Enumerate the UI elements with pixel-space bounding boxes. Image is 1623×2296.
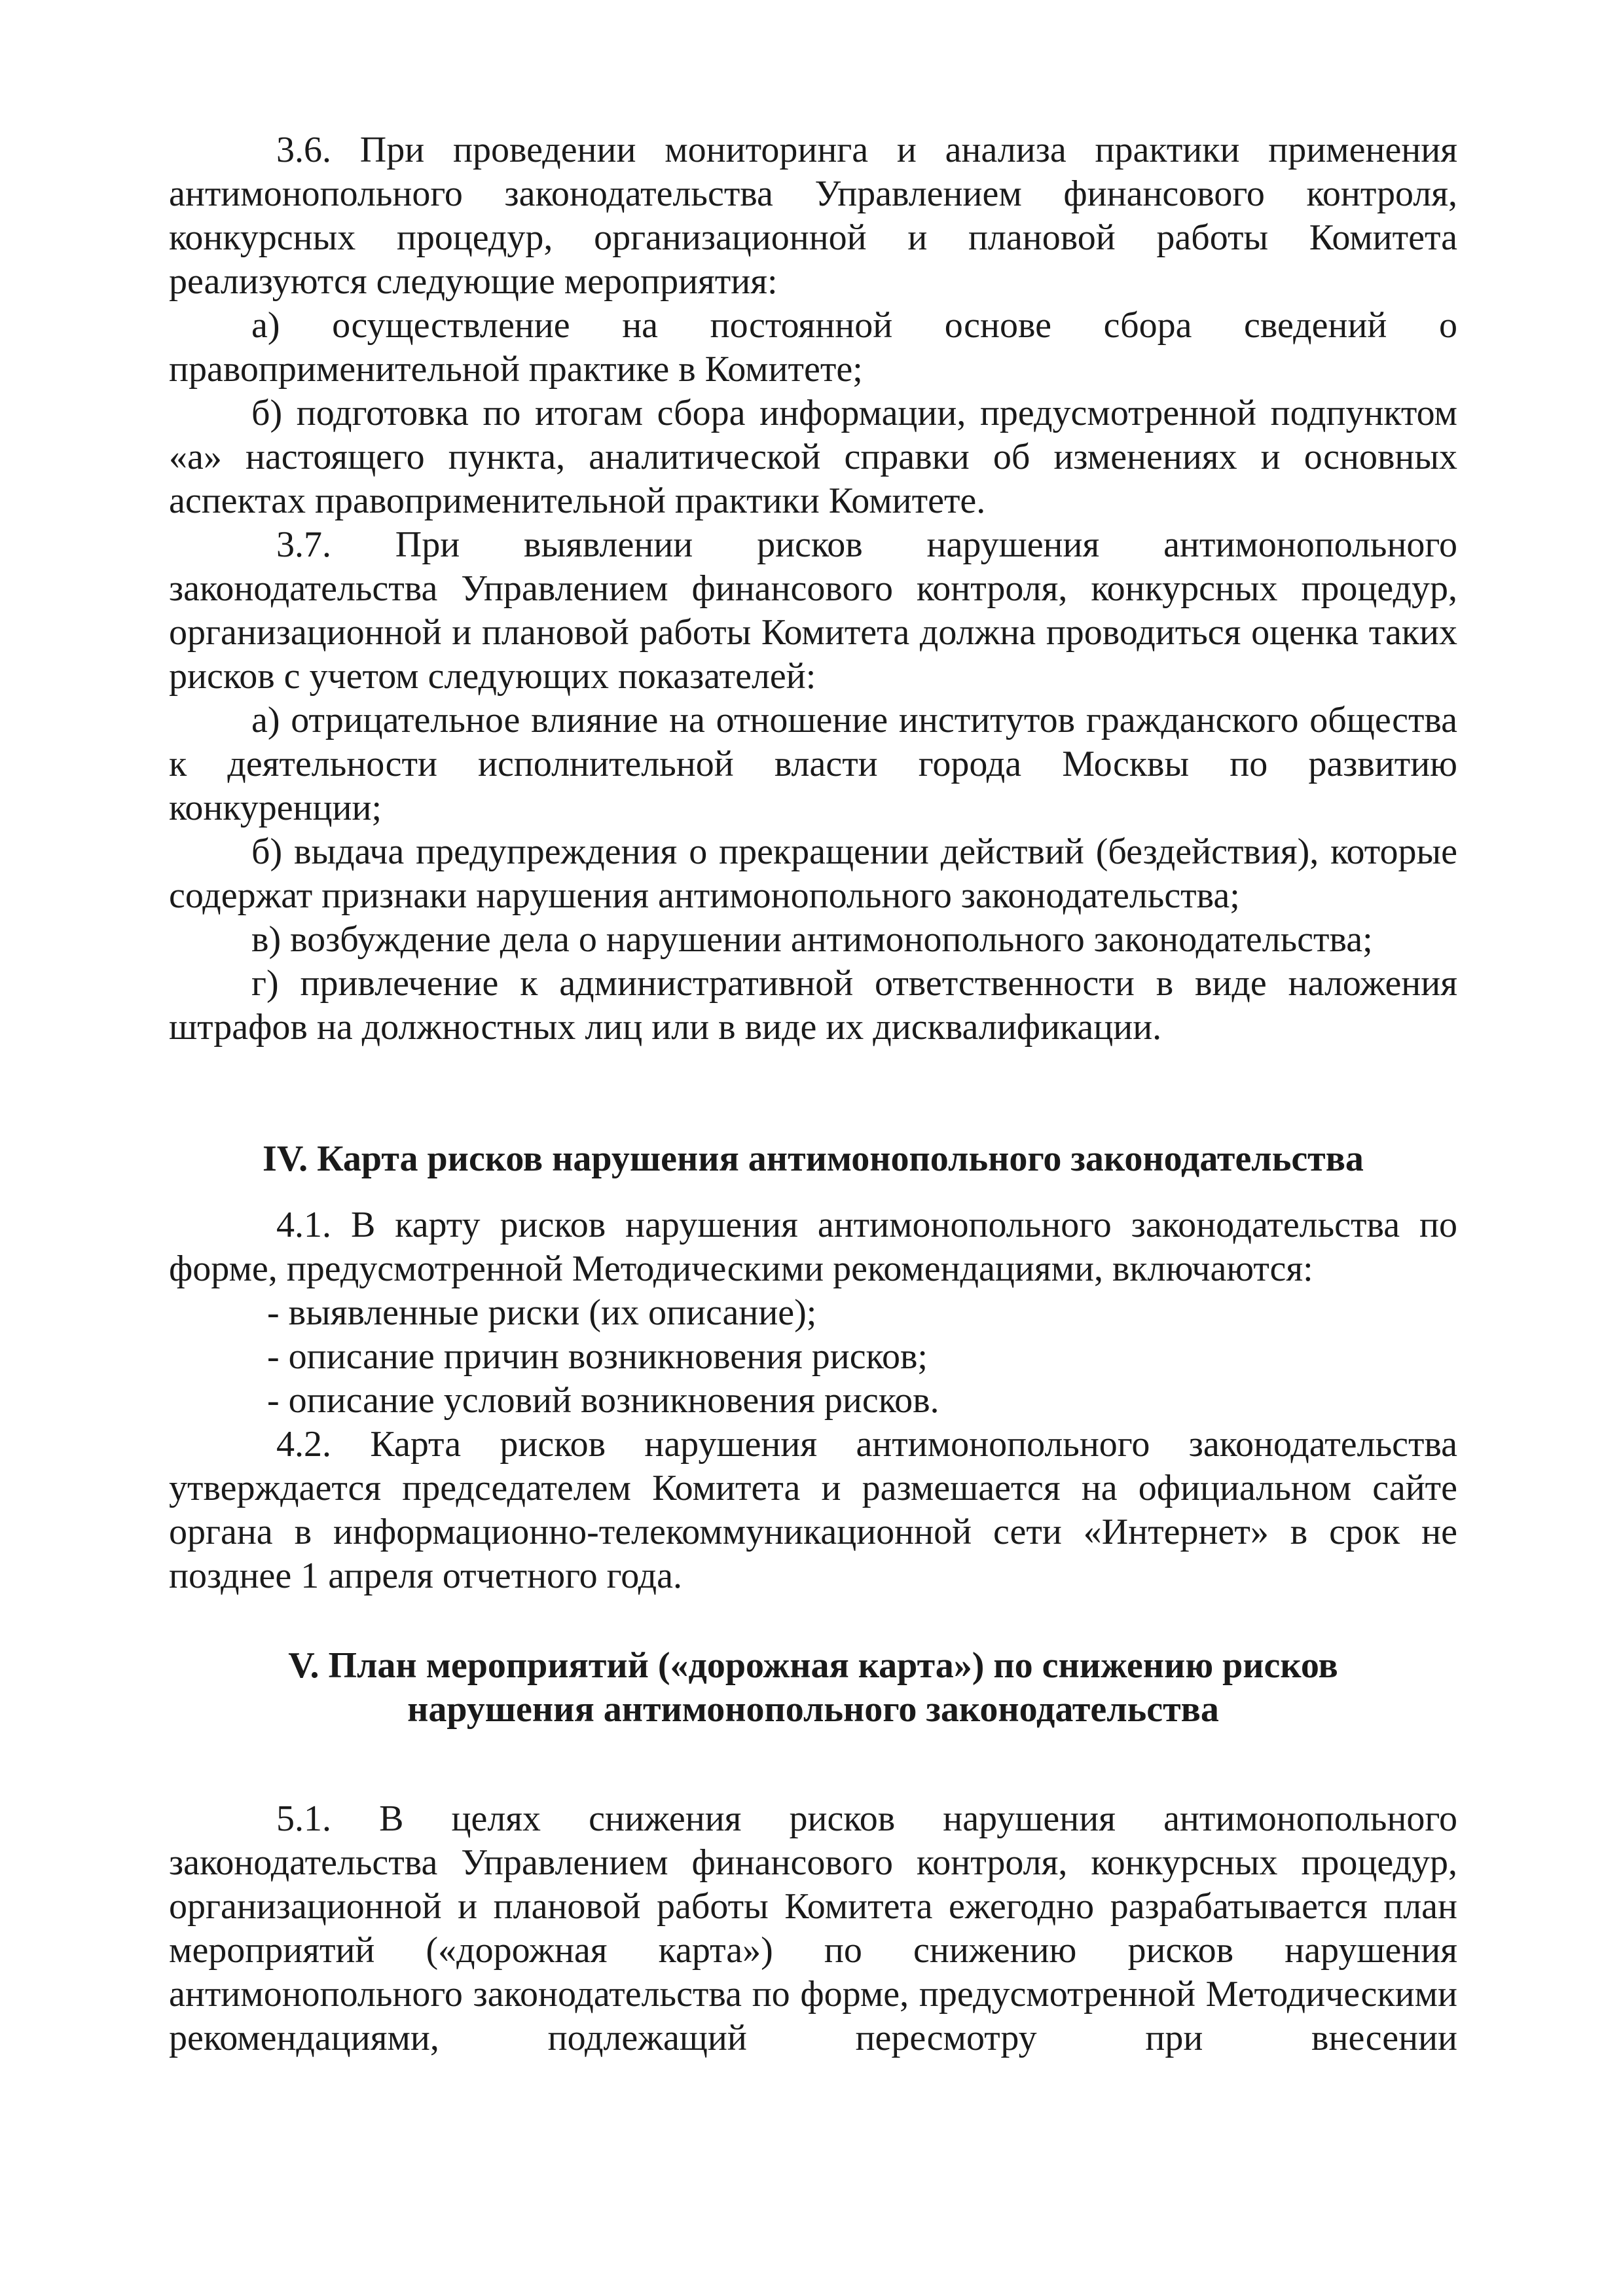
paragraph-4-2: 4.2. Карта рисков нарушения антимонопольного законодательства утверждается председателем Комитета и размешается на официальном сайте органа в информационно-телекоммуникационной сети «Интернет» в срок не позднее 1 апреля отчетного года.	[169, 1424, 1457, 1596]
paragraph-3-7-d: г) привлечение к административной ответственности в виде наложения штрафов на должностных лиц или в виде их дисквалификации.	[169, 963, 1457, 1048]
list-item: - описание условий возникновения рисков.	[267, 1380, 939, 1421]
section-5-heading-line-1: V. План мероприятий («дорожная карта») по снижению рисков	[288, 1645, 1338, 1686]
list-item: - описание причин возникновения рисков;	[267, 1336, 928, 1377]
paragraph-3-7-b: б) выдача предупреждения о прекращении действий (бездействия), которые содержат признаки нарушения антимонопольного законодательства;	[169, 831, 1457, 916]
paragraph-5-1: 5.1. В целях снижения рисков нарушения антимонопольного законодательства Управлением финансового контроля, конкурсных процедур, организационной и плановой работы Комитета ежегодно разрабатывается план мероприятий («дорожная карта») по снижению рисков нарушения антимонопольного законодательства по форме, предусмотренной Методическими рекомендациями, подлежащий пересмотру при внесении	[169, 1798, 1457, 2058]
paragraph-3-6: 3.6. При проведении мониторинга и анализа практики применения антимонопольного законодательства Управлением финансового контроля, конкурсных процедур, организационной и плановой работы Комитета реализуются следующие мероприятия:	[169, 130, 1457, 302]
list-item: - выявленные риски (их описание);	[267, 1292, 817, 1333]
document-page	[169, 128, 1457, 2060]
paragraph-3-7-c: в) возбуждение дела о нарушении антимонопольного законодательства;	[251, 919, 1373, 960]
paragraph-3-6-b: б) подготовка по итогам сбора информации, предусмотренной подпунктом «а» настоящего пункта, аналитической справки об изменениях и основных аспектах правоприменительной практики Комитете.	[169, 393, 1457, 521]
paragraph-3-7-a: а) отрицательное влияние на отношение институтов гражданского общества к деятельности исполнительной власти города Москвы по развитию конкуренции;	[169, 700, 1457, 828]
paragraph-3-6-a: а) осуществление на постоянной основе сбора сведений о правоприменительной практике в Комитете;	[169, 305, 1457, 390]
section-5-heading-line-2: нарушения антимонопольного законодательства	[407, 1689, 1219, 1730]
paragraph-3-7: 3.7. При выявлении рисков нарушения антимонопольного законодательства Управлением финансового контроля, конкурсных процедур, организационной и плановой работы Комитета должна проводиться оценка таких рисков с учетом следующих показателей:	[169, 524, 1457, 697]
paragraph-4-1: 4.1. В карту рисков нарушения антимонопольного законодательства по форме, предусмотренной Методическими рекомендациями, включаются:	[169, 1205, 1457, 1289]
section-4-heading: IV. Карта рисков нарушения антимонопольного законодательства	[263, 1139, 1364, 1179]
section-5-heading	[169, 1644, 1457, 1732]
